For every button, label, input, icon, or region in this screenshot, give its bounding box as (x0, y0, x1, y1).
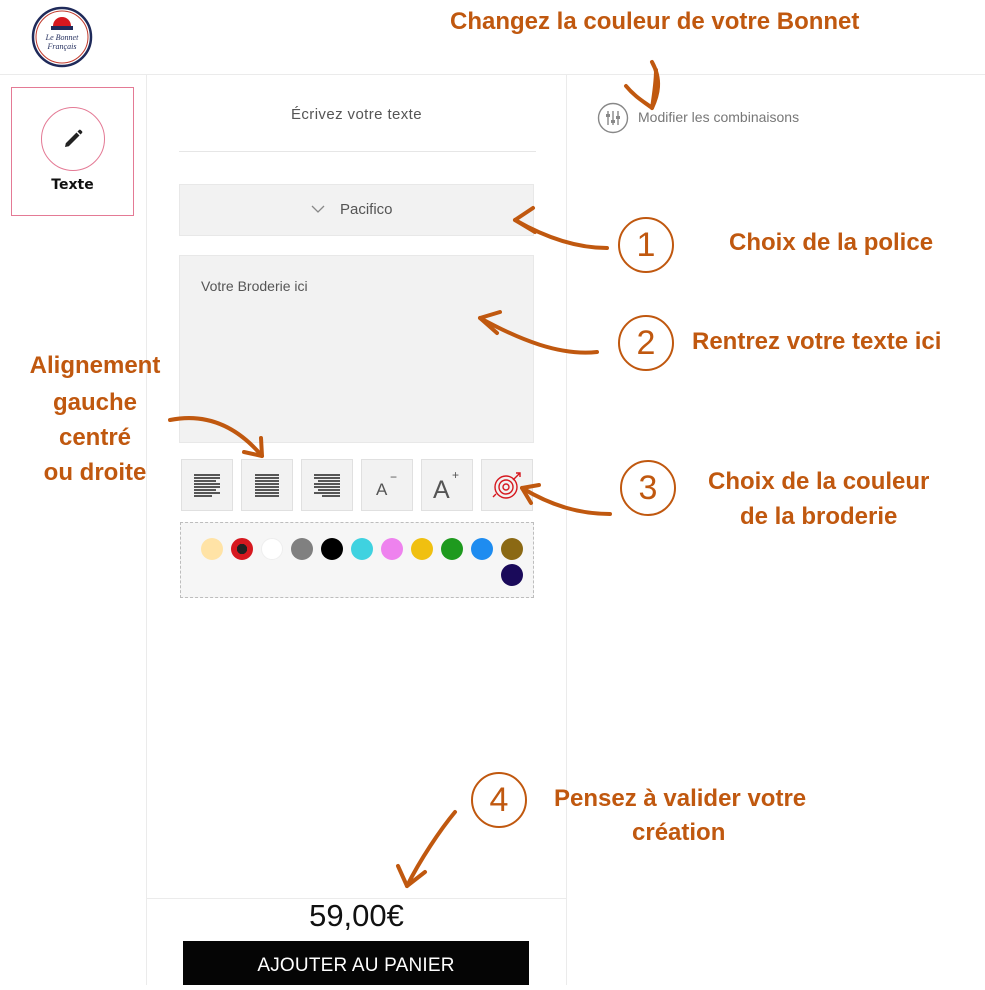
align-center-button[interactable] (241, 459, 293, 511)
add-to-cart-button[interactable]: AJOUTER AU PANIER (183, 941, 529, 985)
annotation-alignment-line4: ou droite (43, 459, 147, 486)
panel-divider (566, 75, 567, 985)
annotation-alignment-line3: centré (58, 424, 132, 451)
font-select[interactable] (179, 184, 534, 236)
annotation-step-4-line2: création (632, 819, 726, 846)
chevron-down-icon (310, 203, 326, 215)
align-right-button[interactable] (301, 459, 353, 511)
color-swatch[interactable] (291, 538, 313, 560)
tool-tab-label: Texte (51, 177, 94, 193)
font-size-increase-icon (422, 460, 472, 510)
logo-badge-icon (31, 6, 93, 68)
color-swatch[interactable] (351, 538, 373, 560)
tool-tab-circle (41, 107, 105, 171)
step-3-marker: 3 (620, 460, 676, 516)
annotation-alignment-line1: Alignement (29, 352, 161, 379)
product-price: 59,00€ (309, 898, 404, 933)
font-size-increase-button[interactable] (421, 459, 473, 511)
font-size-decrease-icon (362, 460, 412, 510)
color-swatch[interactable] (381, 538, 403, 560)
align-center-icon (242, 460, 292, 510)
modify-combinations-button[interactable] (597, 102, 837, 134)
brand-logo[interactable] (31, 6, 93, 68)
arrow-to-cart (407, 812, 455, 886)
color-swatch[interactable] (501, 538, 523, 560)
color-swatch[interactable] (321, 538, 343, 560)
panel-title: Écrivez votre texte (291, 106, 422, 123)
annotation-step-2: Rentrez votre texte ici (692, 328, 942, 355)
svg-text:−: − (390, 470, 398, 484)
thread-color-button[interactable] (481, 459, 533, 511)
color-swatch[interactable] (501, 564, 523, 586)
sliders-icon (597, 102, 629, 134)
svg-text:A: A (433, 476, 450, 504)
align-left-button[interactable] (181, 459, 233, 511)
color-swatch[interactable] (261, 538, 283, 560)
color-swatch[interactable] (441, 538, 463, 560)
embroidery-text-input[interactable] (179, 255, 534, 443)
step-4-marker: 4 (471, 772, 527, 828)
pencil-icon (61, 127, 85, 151)
step-2-marker: 2 (618, 315, 674, 371)
svg-text:Le Bonnet: Le Bonnet (45, 33, 79, 42)
sidebar-divider (146, 75, 147, 985)
embroidery-thread-icon (482, 460, 532, 510)
color-swatch[interactable] (471, 538, 493, 560)
annotation-step-4-line1: Pensez à valider votre (554, 785, 807, 812)
annotation-step-3-line1: Choix de la couleur (708, 468, 930, 495)
modify-combinations-label: Modifier les combinaisons (638, 109, 800, 125)
font-size-decrease-button[interactable] (361, 459, 413, 511)
tool-tab-text[interactable] (11, 87, 134, 216)
color-swatch[interactable] (411, 538, 433, 560)
font-select-value: Pacifico (340, 201, 393, 218)
annotation-step-1: Choix de la police (729, 229, 934, 256)
color-swatch-panel (180, 522, 534, 598)
title-underline (179, 151, 536, 152)
annotation-step-3-line2: de la broderie (740, 503, 898, 530)
color-swatch[interactable] (231, 538, 253, 560)
color-swatch[interactable] (201, 538, 223, 560)
annotation-change-color: Changez la couleur de votre Bonnet (450, 8, 860, 35)
svg-text:A: A (376, 480, 388, 499)
header-divider (0, 74, 985, 75)
align-left-icon (182, 460, 232, 510)
align-right-icon (302, 460, 352, 510)
svg-text:Français: Français (47, 42, 77, 51)
svg-text:+: + (452, 468, 460, 482)
step-1-marker: 1 (618, 217, 674, 273)
annotation-alignment-line2: gauche (52, 389, 138, 416)
